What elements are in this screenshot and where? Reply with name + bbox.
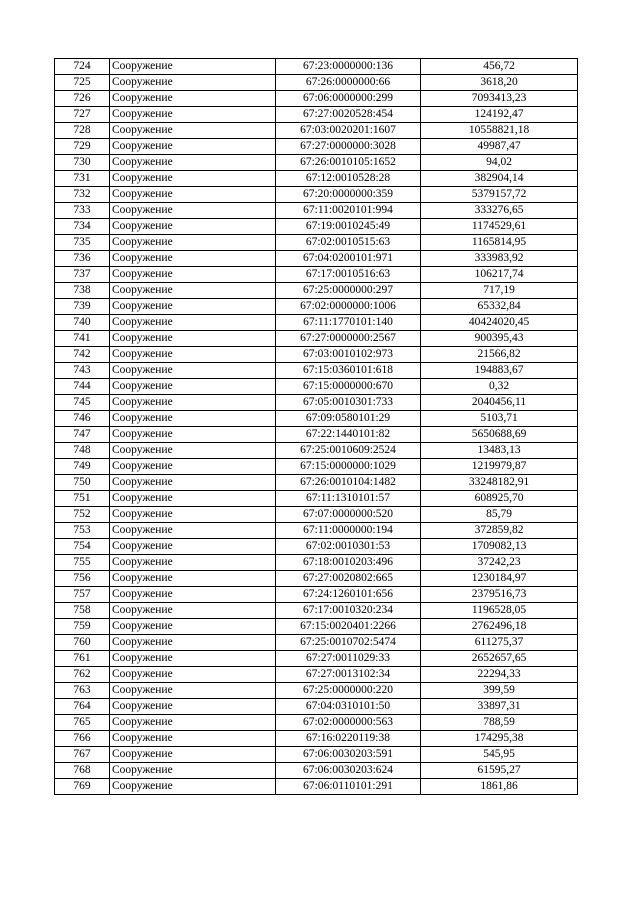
object-type-cell: Сооружение [110,763,276,779]
cadastral-number-cell: 67:15:0020401:2266 [276,619,421,635]
table-row [55,59,578,75]
table-row [55,667,578,683]
table-row [55,619,578,635]
table-row [55,747,578,763]
object-type-cell: Сооружение [110,379,276,395]
table-row [55,203,578,219]
value-cell: 21566,82 [421,347,578,363]
table-row [55,171,578,187]
row-number-cell: 763 [55,683,110,699]
object-type-cell: Сооружение [110,363,276,379]
row-number-cell: 748 [55,443,110,459]
row-number-cell: 736 [55,251,110,267]
object-type-cell: Сооружение [110,139,276,155]
row-number-cell: 728 [55,123,110,139]
table-row [55,91,578,107]
cadastral-number-cell: 67:26:0000000:66 [276,75,421,91]
value-cell: 49987,47 [421,139,578,155]
object-type-cell: Сооружение [110,459,276,475]
object-type-cell: Сооружение [110,779,276,795]
cadastral-number-cell: 67:06:0030203:591 [276,747,421,763]
object-type-cell: Сооружение [110,571,276,587]
row-number-cell: 733 [55,203,110,219]
cadastral-number-cell: 67:25:0000000:297 [276,283,421,299]
cadastral-number-cell: 67:27:0020802:665 [276,571,421,587]
value-cell: 7093413,23 [421,91,578,107]
value-cell: 65332,84 [421,299,578,315]
row-number-cell: 738 [55,283,110,299]
object-type-cell: Сооружение [110,555,276,571]
cadastral-number-cell: 67:12:0010528:28 [276,171,421,187]
value-cell: 85,79 [421,507,578,523]
object-type-cell: Сооружение [110,651,276,667]
cadastral-number-cell: 67:27:0020528:454 [276,107,421,123]
row-number-cell: 746 [55,411,110,427]
cadastral-number-cell: 67:04:0310101:50 [276,699,421,715]
object-type-cell: Сооружение [110,219,276,235]
row-number-cell: 765 [55,715,110,731]
cadastral-number-cell: 67:02:0000000:563 [276,715,421,731]
table-row [55,731,578,747]
row-number-cell: 732 [55,187,110,203]
row-number-cell: 731 [55,171,110,187]
object-type-cell: Сооружение [110,427,276,443]
table-row [55,603,578,619]
row-number-cell: 734 [55,219,110,235]
object-type-cell: Сооружение [110,123,276,139]
cadastral-number-cell: 67:17:0010516:63 [276,267,421,283]
row-number-cell: 753 [55,523,110,539]
object-type-cell: Сооружение [110,491,276,507]
row-number-cell: 735 [55,235,110,251]
object-type-cell: Сооружение [110,635,276,651]
row-number-cell: 752 [55,507,110,523]
table-row [55,715,578,731]
table-row [55,443,578,459]
cadastral-number-cell: 67:18:0010203:496 [276,555,421,571]
table-row [55,523,578,539]
cadastral-number-cell: 67:03:0010102:973 [276,347,421,363]
cadastral-number-cell: 67:24:1260101:656 [276,587,421,603]
object-type-cell: Сооружение [110,251,276,267]
table-row [55,459,578,475]
cadastral-number-cell: 67:17:0010320:234 [276,603,421,619]
row-number-cell: 749 [55,459,110,475]
row-number-cell: 742 [55,347,110,363]
value-cell: 608925,70 [421,491,578,507]
table-row [55,139,578,155]
object-type-cell: Сооружение [110,395,276,411]
table-row [55,283,578,299]
object-type-cell: Сооружение [110,203,276,219]
row-number-cell: 754 [55,539,110,555]
value-cell: 194883,67 [421,363,578,379]
row-number-cell: 744 [55,379,110,395]
table-row [55,107,578,123]
row-number-cell: 762 [55,667,110,683]
object-type-cell: Сооружение [110,619,276,635]
row-number-cell: 758 [55,603,110,619]
object-type-cell: Сооружение [110,699,276,715]
value-cell: 0,32 [421,379,578,395]
row-number-cell: 740 [55,315,110,331]
registry-table-body [55,59,578,795]
table-row [55,75,578,91]
value-cell: 1165814,95 [421,235,578,251]
object-type-cell: Сооружение [110,683,276,699]
table-row [55,555,578,571]
value-cell: 1230184,97 [421,571,578,587]
value-cell: 13483,13 [421,443,578,459]
cadastral-number-cell: 67:15:0000000:1029 [276,459,421,475]
row-number-cell: 759 [55,619,110,635]
table-row [55,491,578,507]
table-row [55,411,578,427]
cadastral-number-cell: 67:16:0220119:38 [276,731,421,747]
row-number-cell: 767 [55,747,110,763]
value-cell: 2040456,11 [421,395,578,411]
row-number-cell: 769 [55,779,110,795]
object-type-cell: Сооружение [110,187,276,203]
row-number-cell: 745 [55,395,110,411]
cadastral-number-cell: 67:15:0000000:670 [276,379,421,395]
object-type-cell: Сооружение [110,299,276,315]
cadastral-number-cell: 67:03:0020201:1607 [276,123,421,139]
registry-table [54,58,578,795]
object-type-cell: Сооружение [110,667,276,683]
cadastral-number-cell: 67:11:1770101:140 [276,315,421,331]
table-row [55,123,578,139]
row-number-cell: 747 [55,427,110,443]
cadastral-number-cell: 67:23:0000000:136 [276,59,421,75]
row-number-cell: 737 [55,267,110,283]
row-number-cell: 751 [55,491,110,507]
object-type-cell: Сооружение [110,75,276,91]
cadastral-number-cell: 67:11:1310101:57 [276,491,421,507]
cadastral-number-cell: 67:27:0011029:33 [276,651,421,667]
value-cell: 333276,65 [421,203,578,219]
object-type-cell: Сооружение [110,715,276,731]
object-type-cell: Сооружение [110,523,276,539]
object-type-cell: Сооружение [110,587,276,603]
table-row [55,299,578,315]
table-row [55,651,578,667]
table-row [55,267,578,283]
value-cell: 2652657,65 [421,651,578,667]
object-type-cell: Сооружение [110,539,276,555]
value-cell: 33248182,91 [421,475,578,491]
row-number-cell: 766 [55,731,110,747]
cadastral-number-cell: 67:19:0010245:49 [276,219,421,235]
cadastral-number-cell: 67:27:0013102:34 [276,667,421,683]
table-row [55,571,578,587]
cadastral-number-cell: 67:26:0010104:1482 [276,475,421,491]
value-cell: 37242,23 [421,555,578,571]
cadastral-number-cell: 67:04:0200101:971 [276,251,421,267]
cadastral-number-cell: 67:06:0000000:299 [276,91,421,107]
value-cell: 2379516,73 [421,587,578,603]
table-row [55,315,578,331]
row-number-cell: 725 [55,75,110,91]
value-cell: 717,19 [421,283,578,299]
table-row [55,379,578,395]
cadastral-number-cell: 67:27:0000000:3028 [276,139,421,155]
value-cell: 61595,27 [421,763,578,779]
table-row [55,347,578,363]
table-row [55,587,578,603]
cadastral-number-cell: 67:02:0000000:1006 [276,299,421,315]
object-type-cell: Сооружение [110,267,276,283]
table-row [55,235,578,251]
cadastral-number-cell: 67:09:0580101:29 [276,411,421,427]
value-cell: 2762496,18 [421,619,578,635]
table-row [55,219,578,235]
row-number-cell: 739 [55,299,110,315]
object-type-cell: Сооружение [110,107,276,123]
value-cell: 1174529,61 [421,219,578,235]
value-cell: 174295,38 [421,731,578,747]
object-type-cell: Сооружение [110,235,276,251]
value-cell: 1709082,13 [421,539,578,555]
value-cell: 5103,71 [421,411,578,427]
table-row [55,331,578,347]
table-row [55,187,578,203]
value-cell: 106217,74 [421,267,578,283]
value-cell: 1861,86 [421,779,578,795]
object-type-cell: Сооружение [110,347,276,363]
object-type-cell: Сооружение [110,411,276,427]
object-type-cell: Сооружение [110,331,276,347]
cadastral-number-cell: 67:27:0000000:2567 [276,331,421,347]
value-cell: 333983,92 [421,251,578,267]
row-number-cell: 756 [55,571,110,587]
object-type-cell: Сооружение [110,475,276,491]
cadastral-number-cell: 67:06:0110101:291 [276,779,421,795]
object-type-cell: Сооружение [110,731,276,747]
row-number-cell: 743 [55,363,110,379]
value-cell: 545,95 [421,747,578,763]
table-row [55,507,578,523]
cadastral-number-cell: 67:02:0010301:53 [276,539,421,555]
object-type-cell: Сооружение [110,315,276,331]
object-type-cell: Сооружение [110,747,276,763]
value-cell: 10558821,18 [421,123,578,139]
table-row [55,699,578,715]
value-cell: 33897,31 [421,699,578,715]
object-type-cell: Сооружение [110,59,276,75]
value-cell: 22294,33 [421,667,578,683]
cadastral-number-cell: 67:06:0030203:624 [276,763,421,779]
cadastral-number-cell: 67:15:0360101:618 [276,363,421,379]
row-number-cell: 764 [55,699,110,715]
cadastral-number-cell: 67:25:0010609:2524 [276,443,421,459]
table-row [55,427,578,443]
cadastral-number-cell: 67:11:0000000:194 [276,523,421,539]
value-cell: 456,72 [421,59,578,75]
row-number-cell: 750 [55,475,110,491]
object-type-cell: Сооружение [110,155,276,171]
cadastral-number-cell: 67:20:0000000:359 [276,187,421,203]
value-cell: 5650688,69 [421,427,578,443]
row-number-cell: 726 [55,91,110,107]
value-cell: 94,02 [421,155,578,171]
value-cell: 5379157,72 [421,187,578,203]
row-number-cell: 755 [55,555,110,571]
cadastral-number-cell: 67:05:0010301:733 [276,395,421,411]
row-number-cell: 761 [55,651,110,667]
value-cell: 382904,14 [421,171,578,187]
cadastral-number-cell: 67:25:0010702:5474 [276,635,421,651]
cadastral-number-cell: 67:25:0000000:220 [276,683,421,699]
table-row [55,683,578,699]
value-cell: 611275,37 [421,635,578,651]
table-row [55,363,578,379]
row-number-cell: 727 [55,107,110,123]
row-number-cell: 760 [55,635,110,651]
value-cell: 3618,20 [421,75,578,91]
table-row [55,475,578,491]
object-type-cell: Сооружение [110,443,276,459]
value-cell: 788,59 [421,715,578,731]
cadastral-number-cell: 67:11:0020101:994 [276,203,421,219]
object-type-cell: Сооружение [110,91,276,107]
table-row [55,763,578,779]
object-type-cell: Сооружение [110,171,276,187]
row-number-cell: 741 [55,331,110,347]
row-number-cell: 768 [55,763,110,779]
cadastral-number-cell: 67:22:1440101:82 [276,427,421,443]
object-type-cell: Сооружение [110,283,276,299]
object-type-cell: Сооружение [110,507,276,523]
object-type-cell: Сооружение [110,603,276,619]
value-cell: 399,59 [421,683,578,699]
table-row [55,635,578,651]
table-row [55,155,578,171]
table-row [55,395,578,411]
value-cell: 1219979,87 [421,459,578,475]
value-cell: 900395,43 [421,331,578,347]
cadastral-number-cell: 67:02:0010515:63 [276,235,421,251]
value-cell: 124192,47 [421,107,578,123]
row-number-cell: 757 [55,587,110,603]
cadastral-number-cell: 67:26:0010105:1652 [276,155,421,171]
row-number-cell: 729 [55,139,110,155]
table-row [55,539,578,555]
row-number-cell: 724 [55,59,110,75]
table-row [55,251,578,267]
value-cell: 40424020,45 [421,315,578,331]
value-cell: 1196528,05 [421,603,578,619]
table-row [55,779,578,795]
cadastral-number-cell: 67:07:0000000:520 [276,507,421,523]
row-number-cell: 730 [55,155,110,171]
value-cell: 372859,82 [421,523,578,539]
